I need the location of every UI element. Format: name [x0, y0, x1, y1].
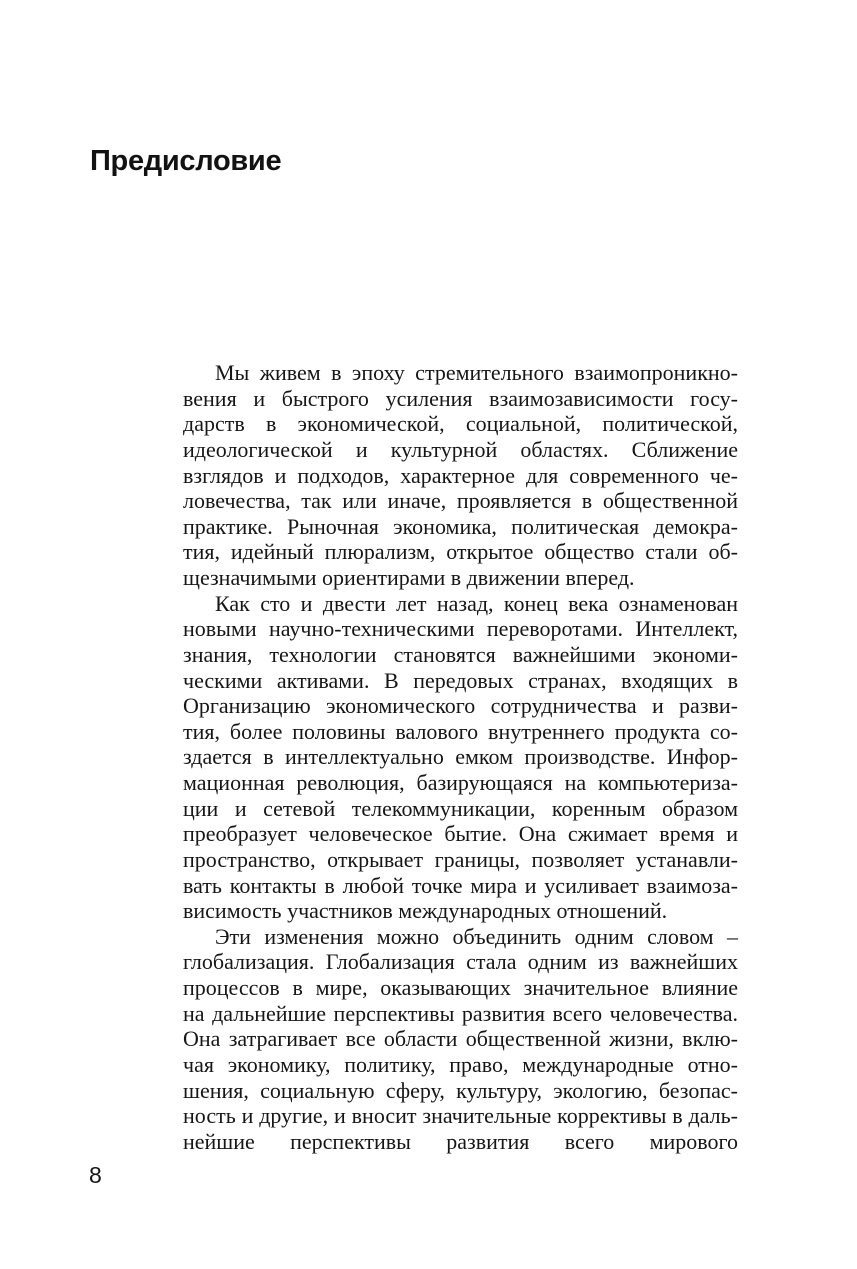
- page-number: 8: [89, 1162, 102, 1188]
- text-line: ность и другие, и вносит значительные коррективы в даль-: [183, 1103, 738, 1129]
- text-line: на дальнейшие перспективы развития всего человечества.: [183, 1000, 738, 1026]
- paragraph: [183, 924, 738, 1155]
- text-line: преобразует человеческое бытие. Она сжимает время и: [183, 821, 738, 847]
- text-line: висимость участников международных отношений.: [183, 898, 668, 924]
- text-line: здается в интеллектуально емком производстве. Инфор-: [183, 744, 738, 770]
- text-line: дарств в экономической, социальной, политической,: [183, 411, 738, 437]
- text-line: глобализация. Глобализация стала одним из важнейших: [183, 949, 738, 975]
- text-line: тия, более половины валового внутреннего продукта со-: [183, 718, 738, 744]
- text-line: практике. Рыночная экономика, политическая демокра-: [183, 513, 738, 539]
- paragraph: [183, 591, 738, 924]
- paragraph: [183, 360, 738, 591]
- text-line: Она затрагивает все области общественной жизни, вклю-: [183, 1026, 738, 1052]
- text-line: Организацию экономического сотрудничества и разви-: [183, 693, 738, 719]
- text-line: Эти изменения можно объединить одним словом –: [215, 923, 738, 949]
- text-line: чая экономику, политику, право, международные отно-: [183, 1051, 738, 1077]
- text-line: тия, идейный плюрализм, открытое общество стали об-: [183, 539, 738, 565]
- text-line: процессов в мире, оказывающих значительное влияние: [183, 975, 738, 1000]
- text-line: мационная революция, базирующаяся на компьютериза-: [183, 770, 738, 795]
- text-line: щезначимыми ориентирами в движении вперед.: [183, 565, 635, 590]
- text-line: ческими активами. В передовых странах, входящих в: [183, 667, 738, 693]
- chapter-heading: Предисловие: [90, 145, 282, 177]
- text-line: Мы живем в эпоху стремительного взаимопроникно-: [215, 360, 738, 385]
- text-line: пространство, открывает границы, позволяет устанавли-: [183, 846, 738, 872]
- text-line: нейшие перспективы развития всего мирового: [183, 1128, 738, 1154]
- text-line: знания, технологии становятся важнейшими экономи-: [183, 641, 738, 667]
- body-text: [183, 360, 738, 1154]
- text-line: ции и сетевой телекоммуникации, коренным образом: [183, 795, 738, 821]
- text-line: вения и быстрого усиления взаимозависимости госу-: [183, 385, 738, 411]
- text-line: идеологической и культурной областях. Сближение: [183, 436, 738, 462]
- text-line: вать контакты в любой точке мира и усиливает взаимоза-: [183, 872, 738, 898]
- text-line: ловечества, так или иначе, проявляется в общественной: [183, 488, 738, 514]
- text-line: новыми научно-техническими переворотами. Интеллект,: [183, 616, 738, 642]
- text-line: шения, социальную сферу, культуру, экологию, безопас-: [183, 1077, 738, 1103]
- text-line: взглядов и подходов, характерное для современного че-: [183, 462, 738, 488]
- text-line: Как сто и двести лет назад, конец века ознаменован: [215, 590, 738, 616]
